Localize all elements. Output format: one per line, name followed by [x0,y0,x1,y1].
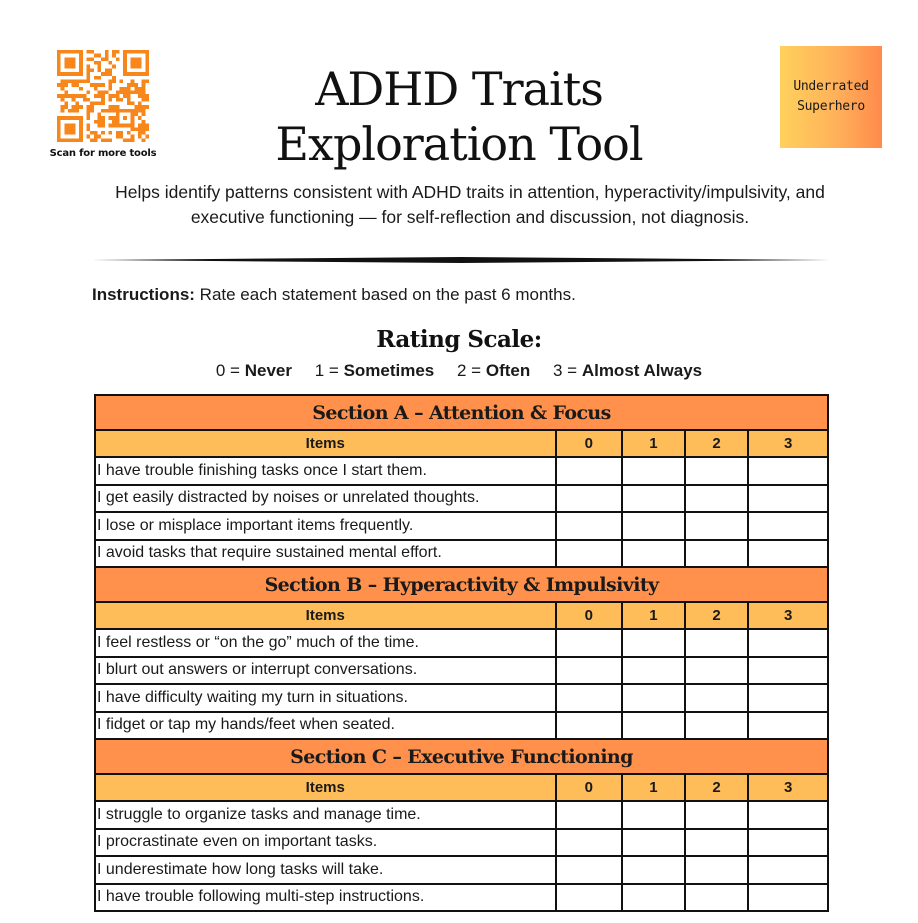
rating-cell-3[interactable] [748,884,828,912]
column-header-rating-0: 0 [556,430,623,457]
section-header-row [95,567,828,602]
rating-scale-item [457,361,530,380]
rating-cell-1[interactable] [622,512,685,540]
instructions-label: Instructions: [92,285,195,304]
section-title: Section C – Executive Functioning [95,739,828,774]
column-header-rating-2: 2 [685,774,749,801]
rating-scale-item [553,361,702,380]
item-statement: I feel restless or “on the go” much of the time. [95,629,556,657]
rating-cell-0[interactable] [556,712,623,740]
rating-cell-1[interactable] [622,540,685,568]
rating-cell-3[interactable] [748,829,828,857]
column-header-row [95,602,828,629]
column-header-rating-2: 2 [685,430,749,457]
page-title-line-1: ADHD Traits [315,62,603,116]
table-row [95,485,828,513]
item-statement: I struggle to organize tasks and manage time. [95,801,556,829]
column-header-rating-1: 1 [622,774,685,801]
table-row [95,540,828,568]
divider [92,256,830,264]
rating-cell-2[interactable] [685,629,749,657]
rating-cell-0[interactable] [556,884,623,912]
item-statement: I underestimate how long tasks will take. [95,856,556,884]
column-header-rating-3: 3 [748,602,828,629]
rating-value: 2 = [457,361,482,380]
column-header-rating-1: 1 [622,430,685,457]
rating-cell-3[interactable] [748,512,828,540]
rating-cell-1[interactable] [622,457,685,485]
qr-caption: Scan for more tools [49,148,157,159]
rating-scale-legend [0,361,918,381]
section-header-row [95,739,828,774]
rating-scale-item [216,361,292,380]
item-statement: I lose or misplace important items frequently. [95,512,556,540]
column-header-items: Items [95,430,556,457]
table-row [95,829,828,857]
rating-cell-0[interactable] [556,856,623,884]
rating-cell-1[interactable] [622,629,685,657]
item-statement: I have difficulty waiting my turn in situations. [95,684,556,712]
table-row [95,684,828,712]
rating-cell-3[interactable] [748,540,828,568]
item-statement: I procrastinate even on important tasks. [95,829,556,857]
column-header-items: Items [95,602,556,629]
rating-cell-0[interactable] [556,801,623,829]
rating-cell-2[interactable] [685,712,749,740]
rating-label: Never [244,361,292,380]
rating-cell-3[interactable] [748,629,828,657]
rating-cell-2[interactable] [685,540,749,568]
column-header-rating-2: 2 [685,602,749,629]
section-title: Section B – Hyperactivity & Impulsivity [95,567,828,602]
subtitle: Helps identify patterns consistent with ADHD traits in attention, hyperactivity/impulsivity, and executive functioning — for self-reflection and discussion, not diagnosis. [115,182,825,227]
table-row [95,657,828,685]
table-row [95,629,828,657]
rating-cell-3[interactable] [748,457,828,485]
rating-table [94,394,829,912]
rating-cell-0[interactable] [556,629,623,657]
table-row [95,856,828,884]
item-statement: I have trouble finishing tasks once I start them. [95,457,556,485]
item-statement: I blurt out answers or interrupt conversations. [95,657,556,685]
rating-cell-0[interactable] [556,485,623,513]
column-header-row [95,774,828,801]
rating-cell-3[interactable] [748,712,828,740]
rating-value: 0 = [215,361,240,380]
rating-cell-0[interactable] [556,684,623,712]
column-header-rating-1: 1 [622,602,685,629]
rating-cell-2[interactable] [685,801,749,829]
rating-cell-3[interactable] [748,485,828,513]
logo-line-1: Underrated [793,79,869,94]
instructions [92,285,576,305]
rating-label: Sometimes [343,361,435,380]
rating-cell-2[interactable] [685,512,749,540]
rating-cell-1[interactable] [622,712,685,740]
rating-scale-title: Rating Scale: [376,326,542,353]
rating-cell-2[interactable] [685,485,749,513]
rating-cell-1[interactable] [622,485,685,513]
rating-cell-2[interactable] [685,856,749,884]
column-header-rating-0: 0 [556,774,623,801]
table-row [95,801,828,829]
rating-label: Often [485,361,531,380]
rating-cell-1[interactable] [622,684,685,712]
column-header-rating-3: 3 [748,430,828,457]
column-header-items: Items [95,774,556,801]
rating-cell-0[interactable] [556,829,623,857]
rating-cell-3[interactable] [748,856,828,884]
rating-cell-1[interactable] [622,657,685,685]
rating-cell-3[interactable] [748,801,828,829]
instructions-text: Rate each statement based on the past 6 months. [194,285,576,304]
item-statement: I have trouble following multi-step instructions. [95,884,556,912]
rating-cell-2[interactable] [685,829,749,857]
rating-cell-3[interactable] [748,684,828,712]
rating-cell-0[interactable] [556,512,623,540]
page-title-line-2: Exploration Tool [275,117,643,171]
item-statement: I fidget or tap my hands/feet when seated. [95,712,556,740]
table-row [95,457,828,485]
column-header-row [95,430,828,457]
rating-cell-2[interactable] [685,457,749,485]
item-statement: I get easily distracted by noises or unrelated thoughts. [95,485,556,513]
table-row [95,884,828,912]
rating-cell-1[interactable] [622,884,685,912]
rating-cell-1[interactable] [622,856,685,884]
rating-cell-2[interactable] [685,657,749,685]
rating-value: 1 = [314,361,339,380]
table-row [95,712,828,740]
rating-cell-2[interactable] [685,884,749,912]
section-header-row [95,395,828,430]
rating-cell-3[interactable] [748,657,828,685]
rating-cell-2[interactable] [685,684,749,712]
rating-cell-0[interactable] [556,540,623,568]
rating-cell-1[interactable] [622,801,685,829]
table-row [95,512,828,540]
logo-line-2: Superhero [797,99,865,114]
rating-scale-item [315,361,435,380]
section-title: Section A – Attention & Focus [95,395,828,430]
rating-label: Almost Always [581,361,703,380]
rating-cell-0[interactable] [556,657,623,685]
rating-cell-1[interactable] [622,829,685,857]
column-header-rating-0: 0 [556,602,623,629]
rating-value: 3 = [552,361,578,380]
item-statement: I avoid tasks that require sustained mental effort. [95,540,556,568]
column-header-rating-3: 3 [748,774,828,801]
rating-cell-0[interactable] [556,457,623,485]
